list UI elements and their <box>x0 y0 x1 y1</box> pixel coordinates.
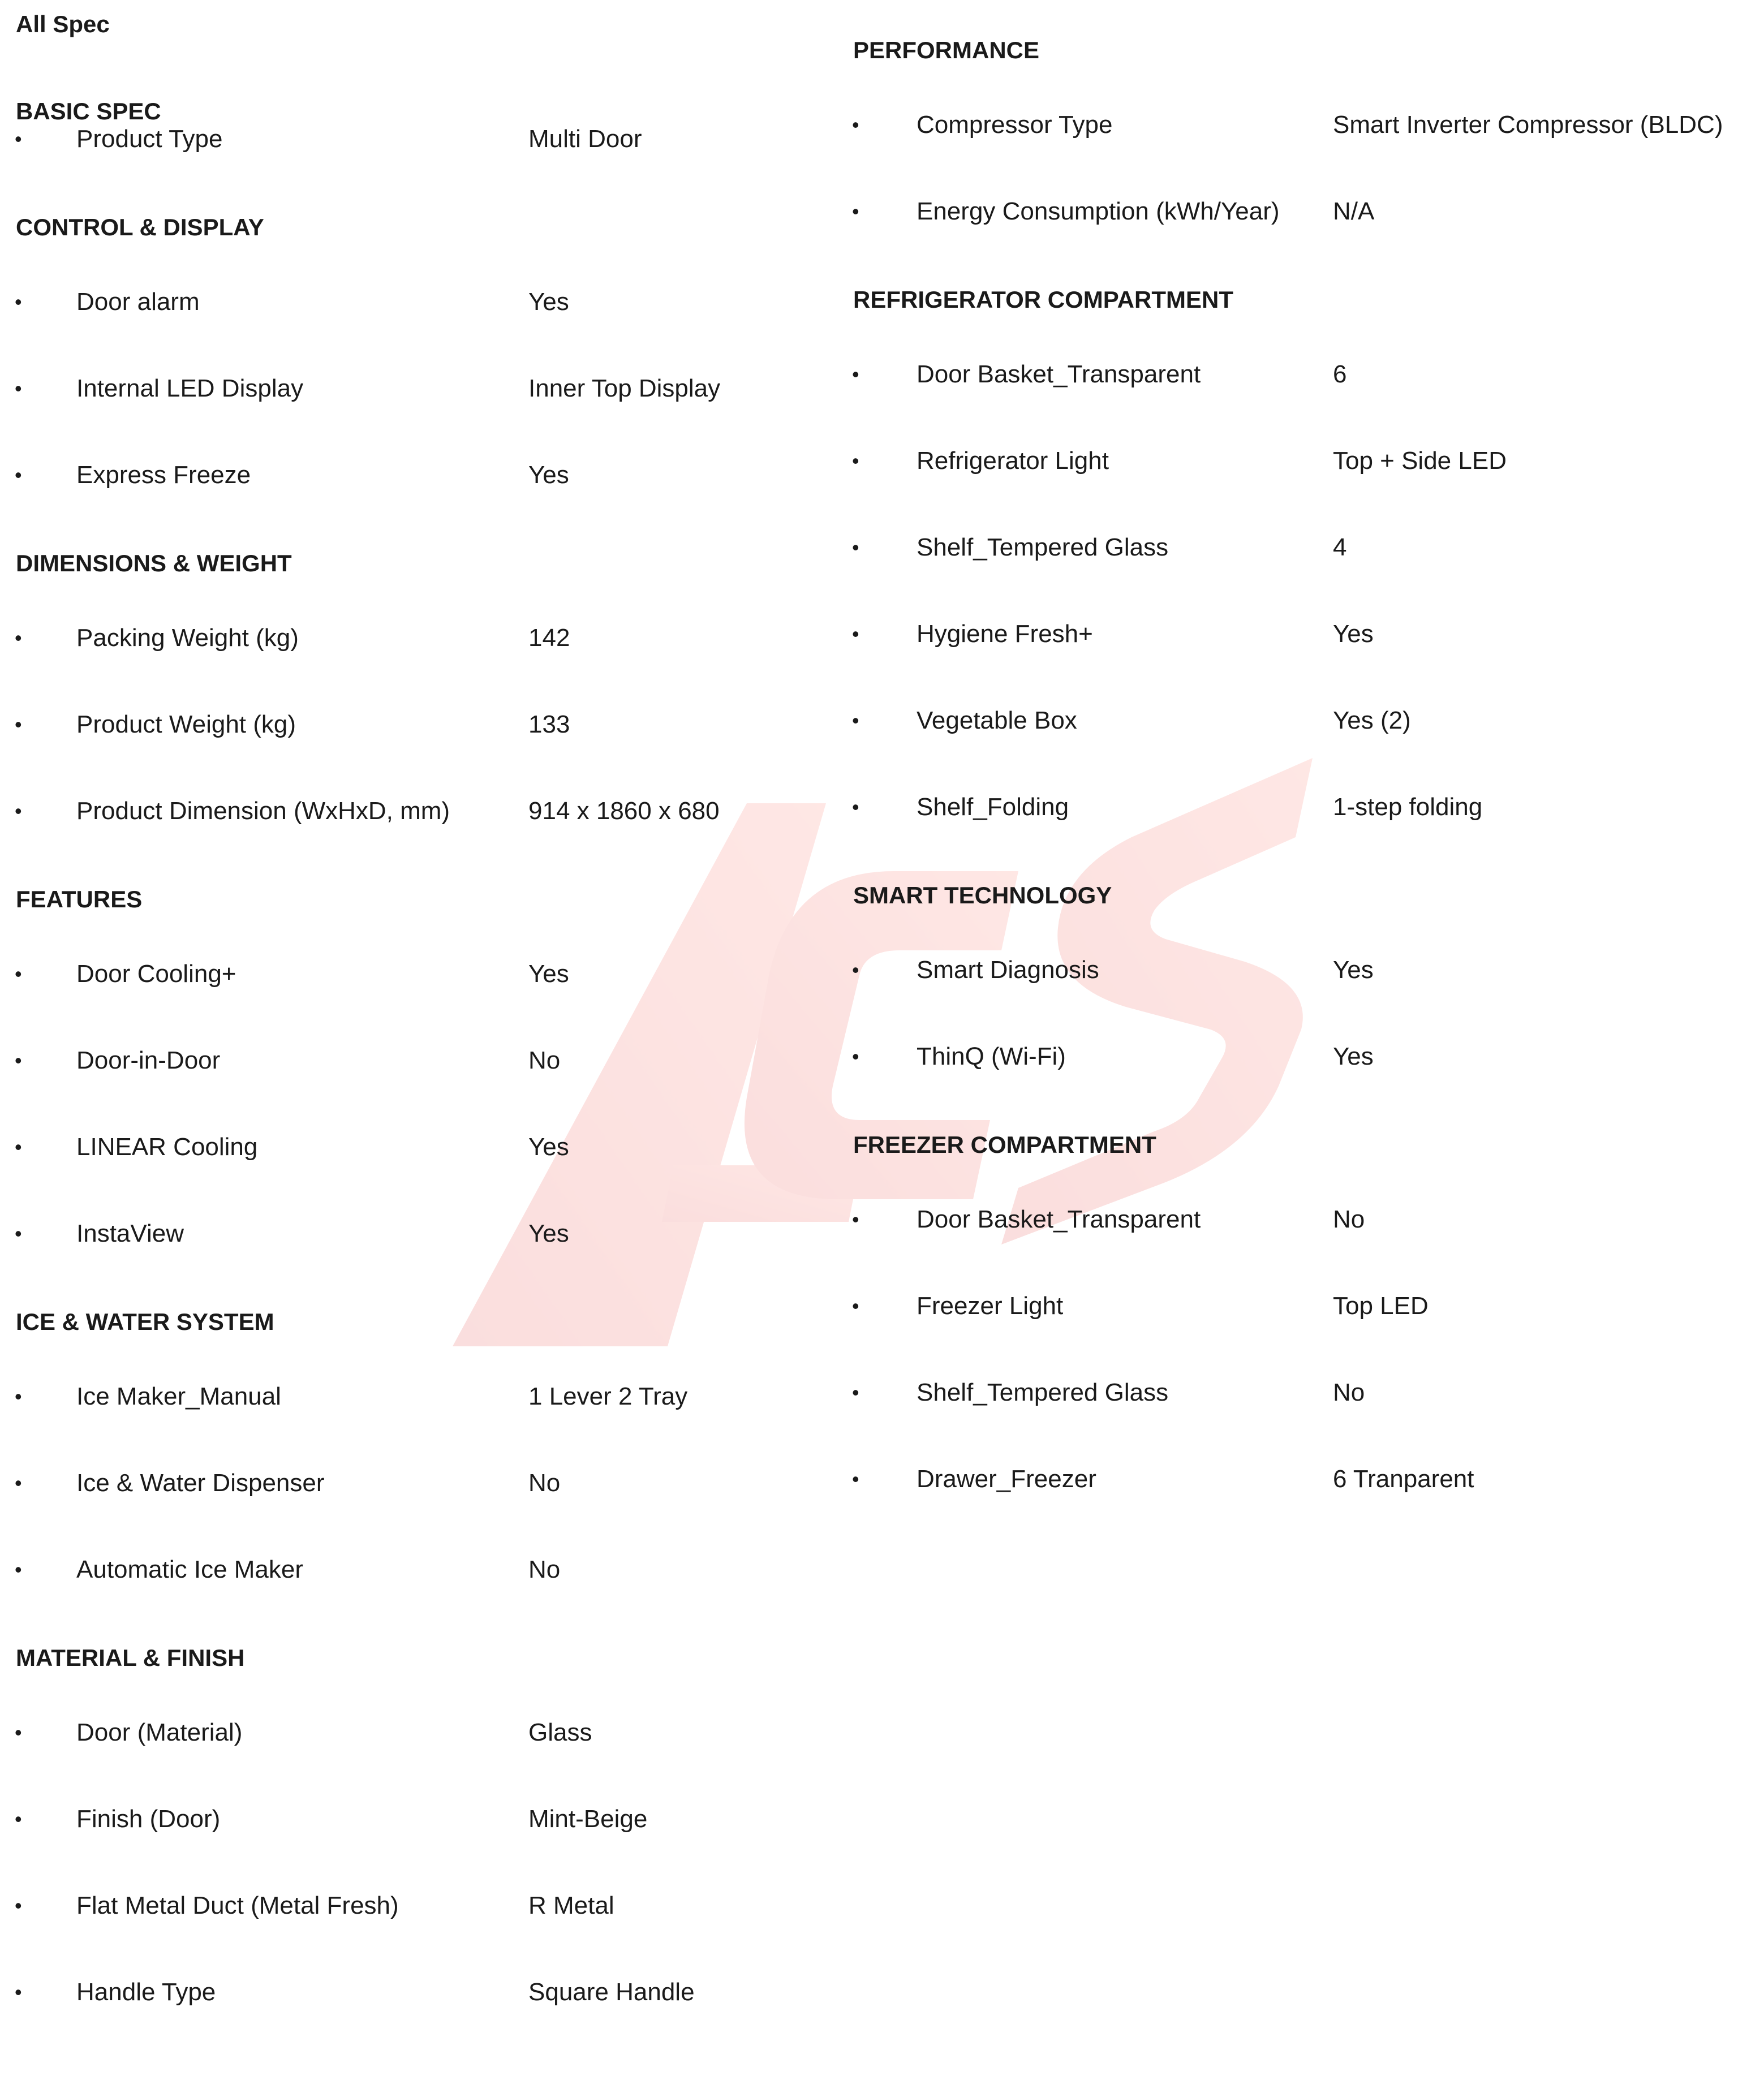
spec-row <box>837 108 1743 142</box>
spec-value: N/A <box>1333 197 1375 225</box>
bullet-icon: • <box>15 463 22 486</box>
spec-value: 6 Tranparent <box>1333 1465 1474 1493</box>
bullet-icon: • <box>852 1381 859 1404</box>
spec-row <box>837 1203 1743 1237</box>
bullet-icon: • <box>15 1135 22 1159</box>
spec-label: Ice & Water Dispenser <box>76 1469 325 1497</box>
bullet-icon: • <box>15 1558 22 1581</box>
bullet-icon: • <box>15 290 22 313</box>
spec-label: Product Dimension (WxHxD, mm) <box>76 797 450 825</box>
spec-value: 142 <box>528 624 570 652</box>
spec-value: No <box>1333 1379 1365 1406</box>
bullet-icon: • <box>15 799 22 822</box>
spec-value: Square Handle <box>528 1978 695 2006</box>
spec-value: R Metal <box>528 1892 614 1919</box>
spec-row <box>0 458 849 492</box>
bullet-icon: • <box>852 1294 859 1317</box>
spec-label: Door Cooling+ <box>76 960 236 988</box>
spec-value: Yes <box>1333 620 1374 648</box>
spec-label: Handle Type <box>76 1978 216 2006</box>
spec-row <box>0 794 849 828</box>
section-heading-dimensions-weight: DIMENSIONS & WEIGHT <box>16 550 292 576</box>
bullet-icon: • <box>852 1467 859 1491</box>
bullet-icon: • <box>852 958 859 981</box>
spec-label: Packing Weight (kg) <box>76 624 299 652</box>
spec-row <box>0 1217 849 1251</box>
bullet-icon: • <box>15 1980 22 2004</box>
section-heading-features: FEATURES <box>16 886 143 912</box>
bullet-icon: • <box>15 377 22 400</box>
bullet-icon: • <box>15 1385 22 1408</box>
spec-value: 4 <box>1333 533 1347 561</box>
spec-value: 133 <box>528 710 570 738</box>
spec-value: No <box>528 1556 561 1583</box>
section-heading-material-finish: MATERIAL & FINISH <box>16 1644 245 1671</box>
spec-label: Door (Material) <box>76 1719 243 1746</box>
spec-value: Yes <box>528 1133 569 1161</box>
spec-label: Shelf_Tempered Glass <box>917 1379 1169 1406</box>
spec-label: Shelf_Folding <box>917 793 1069 821</box>
section-heading-performance: PERFORMANCE <box>853 37 1040 63</box>
spec-row <box>837 953 1743 987</box>
spec-value: 1-step folding <box>1333 793 1483 821</box>
spec-value: Yes <box>1333 956 1374 984</box>
spec-value: Yes <box>528 1220 569 1247</box>
spec-row <box>837 1462 1743 1496</box>
spec-label: InstaView <box>76 1220 184 1247</box>
spec-value: Multi Door <box>528 125 642 153</box>
spec-label: Flat Metal Duct (Metal Fresh) <box>76 1892 399 1919</box>
spec-label: Internal LED Display <box>76 374 304 402</box>
spec-value: Top + Side LED <box>1333 447 1507 475</box>
spec-value: No <box>528 1047 561 1074</box>
spec-row <box>0 957 849 991</box>
spec-label: LINEAR Cooling <box>76 1133 258 1161</box>
spec-row <box>837 195 1743 229</box>
spec-row <box>0 372 849 406</box>
spec-label: Product Type <box>76 125 223 153</box>
bullet-icon: • <box>15 1807 22 1831</box>
spec-label: Ice Maker_Manual <box>76 1383 281 1410</box>
spec-label: Refrigerator Light <box>917 447 1109 475</box>
section-heading-ice-water-system: ICE & WATER SYSTEM <box>16 1308 274 1335</box>
section-heading-refrigerator-compartment: REFRIGERATOR COMPARTMENT <box>853 286 1233 313</box>
spec-value: Yes (2) <box>1333 707 1411 734</box>
spec-row <box>0 1380 849 1414</box>
spec-row <box>0 708 849 742</box>
spec-value: Yes <box>528 461 569 489</box>
bullet-icon: • <box>15 962 22 985</box>
spec-row <box>0 1716 849 1750</box>
spec-value: Yes <box>1333 1043 1374 1070</box>
spec-row <box>0 1975 849 2009</box>
spec-label: Express Freeze <box>76 461 251 489</box>
spec-value: Yes <box>528 960 569 988</box>
spec-row <box>0 1466 849 1500</box>
spec-label: Energy Consumption (kWh/Year) <box>917 197 1280 225</box>
bullet-icon: • <box>15 626 22 649</box>
spec-label: ThinQ (Wi-Fi) <box>917 1043 1066 1070</box>
bullet-icon: • <box>15 1471 22 1495</box>
spec-label: Product Weight (kg) <box>76 710 296 738</box>
bullet-icon: • <box>852 113 859 136</box>
spec-row <box>0 1889 849 1923</box>
bullet-icon: • <box>852 363 859 386</box>
bullet-icon: • <box>852 1208 859 1231</box>
spec-label: Freezer Light <box>917 1292 1064 1320</box>
spec-row <box>837 617 1743 651</box>
spec-row <box>837 1289 1743 1323</box>
spec-label: Drawer_Freezer <box>917 1465 1096 1493</box>
section-heading-smart-technology: SMART TECHNOLOGY <box>853 882 1112 908</box>
spec-label: Shelf_Tempered Glass <box>917 533 1169 561</box>
bullet-icon: • <box>15 1222 22 1245</box>
spec-row <box>0 1044 849 1078</box>
spec-row <box>0 122 849 156</box>
page-title: All Spec <box>16 11 110 37</box>
spec-label: Smart Diagnosis <box>917 956 1099 984</box>
spec-value: No <box>1333 1205 1365 1233</box>
section-heading-control-display: CONTROL & DISPLAY <box>16 214 264 240</box>
bullet-icon: • <box>852 622 859 645</box>
spec-label: Door Basket_Transparent <box>917 360 1201 388</box>
spec-row <box>837 358 1743 391</box>
bullet-icon: • <box>852 536 859 559</box>
spec-label: Automatic Ice Maker <box>76 1556 304 1583</box>
spec-row <box>837 704 1743 738</box>
spec-value: Mint-Beige <box>528 1805 648 1833</box>
spec-label: Hygiene Fresh+ <box>917 620 1093 648</box>
spec-value: Yes <box>528 288 569 316</box>
spec-value: Inner Top Display <box>528 374 721 402</box>
spec-value: Smart Inverter Compressor (BLDC) <box>1333 111 1723 139</box>
spec-value: 1 Lever 2 Tray <box>528 1383 688 1410</box>
spec-label: Compressor Type <box>917 111 1113 139</box>
spec-row <box>0 1802 849 1836</box>
spec-row <box>837 531 1743 565</box>
spec-row <box>837 444 1743 478</box>
section-heading-freezer-compartment: FREEZER COMPARTMENT <box>853 1131 1156 1158</box>
spec-label: Door-in-Door <box>76 1047 221 1074</box>
bullet-icon: • <box>852 709 859 732</box>
bullet-icon: • <box>852 795 859 819</box>
bullet-icon: • <box>15 1049 22 1072</box>
spec-value: Top LED <box>1333 1292 1429 1320</box>
spec-row <box>837 1040 1743 1074</box>
spec-row <box>0 621 849 655</box>
bullet-icon: • <box>15 1721 22 1744</box>
spec-row <box>837 1376 1743 1410</box>
section-heading-basic-spec: BASIC SPEC <box>16 98 161 124</box>
spec-value: 914 x 1860 x 680 <box>528 797 720 825</box>
bullet-icon: • <box>15 713 22 736</box>
spec-row <box>0 285 849 319</box>
spec-value: Glass <box>528 1719 592 1746</box>
spec-label: Vegetable Box <box>917 707 1077 734</box>
spec-label: Door alarm <box>76 288 200 316</box>
bullet-icon: • <box>852 449 859 472</box>
spec-row <box>837 790 1743 824</box>
bullet-icon: • <box>15 127 22 150</box>
spec-value: 6 <box>1333 360 1347 388</box>
spec-value: No <box>528 1469 561 1497</box>
bullet-icon: • <box>852 1045 859 1068</box>
spec-label: Finish (Door) <box>76 1805 221 1833</box>
spec-label: Door Basket_Transparent <box>917 1205 1201 1233</box>
spec-row <box>0 1553 849 1587</box>
bullet-icon: • <box>852 200 859 223</box>
bullet-icon: • <box>15 1894 22 1917</box>
spec-row <box>0 1130 849 1164</box>
